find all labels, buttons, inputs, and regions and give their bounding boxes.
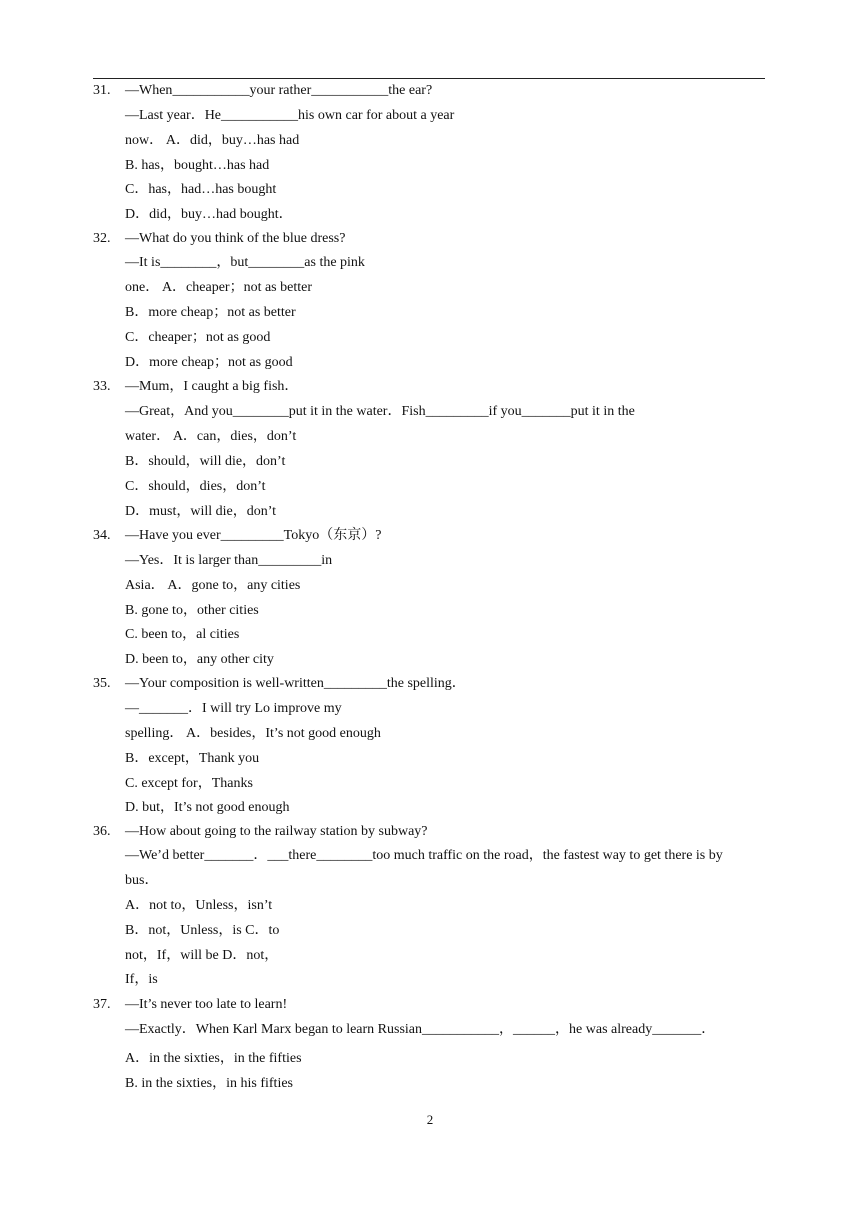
line-text: B．not，Unless，is C．to: [125, 923, 280, 938]
line-text: now． A．did，buy…has had: [125, 133, 300, 148]
question-line: [125, 478, 266, 496]
line-text: —Your composition is well-written: [125, 676, 324, 691]
question-line: [125, 651, 274, 669]
question-number: 35.: [93, 676, 111, 691]
answer-blank: ___________: [422, 1022, 500, 1037]
answer-blank: ________: [316, 848, 373, 863]
answer-blank: ________: [232, 404, 289, 419]
line-text: D. been to，any other city: [125, 652, 274, 667]
line-text: —What do you think of the blue dress?: [125, 231, 346, 246]
question-line: [125, 329, 270, 347]
question-line: [125, 279, 312, 297]
question-line: [125, 552, 332, 570]
question-line: [125, 378, 298, 396]
answer-blank: _________: [425, 404, 489, 419]
line-text: Tokyo（东京）?: [283, 528, 382, 543]
line-text: B．more cheap；not as better: [125, 305, 296, 320]
question-line: [125, 1050, 302, 1068]
question-number: 32.: [93, 231, 111, 246]
line-text: If，is: [125, 972, 158, 987]
question-line: [125, 453, 285, 471]
question-line: [125, 577, 300, 595]
line-text: —We’d better: [125, 848, 205, 863]
question-line: [125, 947, 278, 965]
question-line: [125, 725, 381, 743]
question-line: [125, 897, 272, 915]
line-text: there: [288, 848, 317, 863]
answer-blank: _________: [323, 676, 387, 691]
answer-blank: _________: [258, 553, 322, 568]
line-text: —How about going to the railway station by subway?: [125, 824, 428, 839]
line-text: C．has，had…has bought: [125, 182, 277, 197]
line-text: D．did，buy…had bought．: [125, 207, 293, 222]
question-line: [125, 872, 158, 890]
question-line: [125, 304, 296, 322]
line-text: —Mum，I caught a big fish．: [125, 379, 299, 394]
question-number: 37.: [93, 997, 111, 1012]
line-text: B．except，Thank you: [125, 751, 260, 766]
line-text: ．: [253, 848, 268, 863]
question-line: [125, 602, 259, 620]
line-text: the ear?: [388, 83, 433, 98]
line-text: too much traffic on the road，the fastest way to get there is by: [372, 848, 723, 863]
line-text: C. except for，Thanks: [125, 776, 253, 791]
line-text: D．must，will die，don’t: [125, 504, 277, 519]
line-text: A．in the sixties，in the fifties: [125, 1051, 302, 1066]
line-text: ．: [701, 1022, 716, 1037]
answer-blank: ________: [248, 255, 305, 270]
question-line: [125, 181, 276, 199]
question-line: [125, 626, 239, 644]
question-line: [125, 750, 259, 768]
line-text: his own car for about a year: [298, 108, 455, 123]
page-number: 2: [426, 1112, 434, 1127]
line-text: put it in the water．Fish: [288, 404, 426, 419]
line-text: B. has，bought…has had: [125, 158, 270, 173]
line-text: Asia． A．gone to，any cities: [125, 578, 301, 593]
answer-blank: _______: [652, 1022, 702, 1037]
line-text: —Great，And you: [125, 404, 233, 419]
line-text: —: [125, 701, 139, 716]
line-text: as the pink: [304, 255, 365, 270]
answer-blank: _______: [139, 701, 188, 716]
line-text: put it in the: [570, 404, 635, 419]
header-rule: [93, 78, 765, 79]
line-text: C．should，dies，don’t: [125, 479, 266, 494]
answer-blank: ___________: [311, 83, 389, 98]
line-text: ．I will try Lo improve my: [188, 701, 342, 716]
question-number: 34.: [93, 528, 111, 543]
line-text: your rather: [249, 83, 312, 98]
question-line: [125, 1075, 293, 1093]
question-line: [125, 1021, 715, 1039]
line-text: spelling． A．besides，It’s not good enough: [125, 726, 381, 741]
line-text: D. but，It’s not good enough: [125, 800, 290, 815]
question-line: [125, 132, 299, 150]
line-text: water． A．can，dies，don’t: [125, 429, 297, 444]
line-text: one． A．cheaper；not as better: [125, 280, 312, 295]
answer-blank: _______: [521, 404, 571, 419]
question-line: [125, 254, 365, 272]
question-line: [125, 428, 296, 446]
question-line: [125, 847, 723, 865]
question-line: [125, 230, 345, 248]
question-number: 31.: [93, 83, 111, 98]
line-text: bus．: [125, 873, 159, 888]
question-line: [125, 503, 276, 521]
question-line: [125, 107, 454, 125]
line-text: D．more cheap；not as good: [125, 355, 293, 370]
line-text: A．not to，Unless，isn’t: [125, 898, 273, 913]
answer-blank: _________: [220, 528, 284, 543]
line-text: —Yes．It is larger than: [125, 553, 259, 568]
answer-blank: ___________: [221, 108, 299, 123]
question-number: 33.: [93, 379, 111, 394]
line-text: B. gone to，other cities: [125, 603, 259, 618]
line-text: —Have you ever: [125, 528, 221, 543]
line-text: ，: [499, 1022, 514, 1037]
line-text: the spelling．: [386, 676, 466, 691]
line-text: if you: [488, 404, 522, 419]
line-text: —Exactly．When Karl Marx began to learn Russian: [125, 1022, 423, 1037]
question-line: [125, 527, 381, 545]
question-number: 36.: [93, 824, 111, 839]
question-line: [125, 996, 287, 1014]
line-text: —It is: [125, 255, 161, 270]
line-text: ，but: [216, 255, 249, 270]
question-line: [125, 157, 269, 175]
line-text: —It’s never too late to learn!: [125, 997, 288, 1012]
question-line: [125, 775, 253, 793]
answer-blank: ___: [267, 848, 289, 863]
line-text: not，If，will be D．not，: [125, 948, 279, 963]
line-text: —When: [125, 83, 173, 98]
line-text: B. in the sixties，in his fifties: [125, 1076, 293, 1091]
line-text: B．should，will die，don’t: [125, 454, 286, 469]
line-text: C. been to，al cities: [125, 627, 240, 642]
question-line: [125, 700, 342, 718]
line-text: in: [321, 553, 333, 568]
question-line: [125, 82, 432, 100]
line-text: ，he was already: [555, 1022, 653, 1037]
question-line: [125, 922, 279, 940]
question-line: [125, 823, 428, 841]
answer-blank: ________: [160, 255, 217, 270]
answer-blank: ___________: [172, 83, 250, 98]
answer-blank: _______: [204, 848, 254, 863]
line-text: —Last year．He: [125, 108, 222, 123]
line-text: C．cheaper；not as good: [125, 330, 271, 345]
question-line: [125, 675, 466, 693]
question-line: [125, 354, 293, 372]
question-line: [125, 206, 293, 224]
answer-blank: ______: [513, 1022, 556, 1037]
question-line: [125, 799, 290, 817]
question-line: [125, 403, 635, 421]
question-line: [125, 971, 158, 989]
